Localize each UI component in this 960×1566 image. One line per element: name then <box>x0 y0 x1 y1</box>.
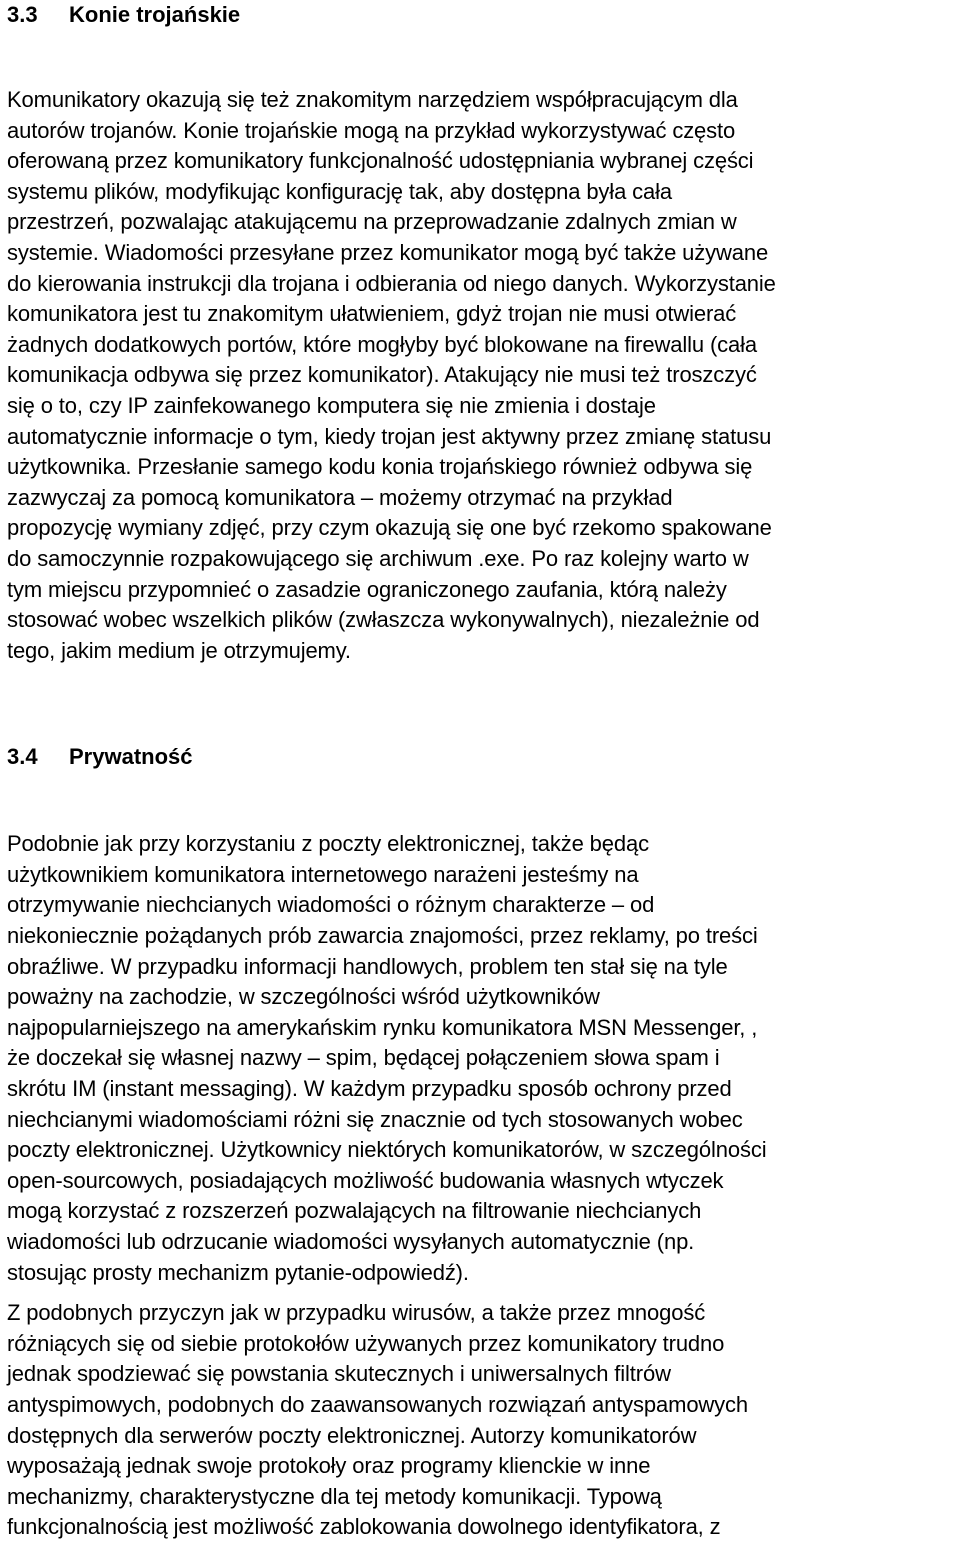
section-heading-trojans <box>7 0 955 30</box>
text-line: komunikatora jest tu znakomitym ułatwieniem, gdyż trojan nie musi otwierać <box>7 301 737 327</box>
text-line: Komunikatory okazują się też znakomitym narzędziem współpracującym dla <box>7 87 738 112</box>
text-line: komunikacja odbywa się przez komunikator). Atakujący nie musi też troszczyć <box>7 362 757 388</box>
privacy-paragraph-1 <box>7 829 955 1288</box>
text-line: jednak spodziewać się powstania skutecznych i uniwersalnych filtrów <box>7 1361 671 1387</box>
text-line: poważny na zachodzie, w szczególności wśród użytkowników <box>7 984 600 1010</box>
text-line: propozycję wymiany zdjęć, przy czym okazują się one być rzekomo spakowane <box>7 515 772 541</box>
text-line: automatycznie informacje o tym, kiedy trojan jest aktywny przez zmianę statusu <box>7 423 772 449</box>
text-line: systemu plików, modyfikując konfigurację tak, aby dostępna była cała <box>7 178 672 204</box>
text-line: poczty elektronicznej. Użytkownicy niektórych komunikatorów, w szczególności <box>7 1137 767 1163</box>
text-line: niechcianymi wiadomościami różni się znacznie od tych stosowanych wobec <box>7 1106 743 1132</box>
text-line: żadnych dodatkowych portów, które mogłyby być blokowane na firewallu (cała <box>7 331 757 357</box>
text-line: użytkownika. Przesłanie samego kodu konia trojańskiego również odbywa się <box>7 454 753 480</box>
text-line: mogą korzystać z rozszerzeń pozwalających na filtrowanie niechcianych <box>7 1198 702 1224</box>
text-line: funkcjonalnością jest możliwość zablokowania dowolnego identyfikatora, z <box>7 1514 721 1540</box>
text-line: open-sourcowych, posiadających możliwość budowania własnych wtyczek <box>7 1167 724 1193</box>
text-line: wiadomości lub odrzucanie wiadomości wysyłanych automatycznie (np. <box>7 1229 695 1254</box>
text-line: skrótu IM (instant messaging). W każdym przypadku sposób ochrony przed <box>7 1076 732 1102</box>
text-line: stosując prosty mechanizm pytanie-odpowiedź). <box>7 1259 469 1285</box>
text-line: użytkownikiem komunikatora internetowego narażeni jesteśmy na <box>7 861 639 887</box>
text-line: stosować wobec wszelkich plików (zwłaszcza wykonywalnych), niezależnie od <box>7 607 760 633</box>
text-line: tego, jakim medium je otrzymujemy. <box>7 637 351 663</box>
text-line: się o to, czy IP zainfekowanego komputera się nie zmienia i dostaje <box>7 392 656 418</box>
section-heading-privacy <box>7 742 955 772</box>
text-line: antyspimowych, podobnych do zaawansowanych rozwiązań antyspamowych <box>7 1391 749 1417</box>
text-line: otrzymywanie niechcianych wiadomości o różnym charakterze – od <box>7 892 655 918</box>
section-number: 3.4 <box>7 744 38 770</box>
text-line: różniących się od siebie protokołów używanych przez komunikatory trudno <box>7 1330 725 1356</box>
text-line: Podobnie jak przy korzystaniu z poczty elektronicznej, także będąc <box>7 831 649 857</box>
text-line: obraźliwe. W przypadku informacji handlowych, problem ten stał się na tyle <box>7 953 728 979</box>
text-line: systemie. Wiadomości przesyłane przez komunikator mogą być także używane <box>7 239 769 265</box>
privacy-paragraph-2 <box>7 1298 955 1543</box>
section-title: Konie trojańskie <box>69 2 241 27</box>
document-page <box>7 0 955 1543</box>
trojans-paragraph <box>7 85 955 666</box>
text-line: zazwyczaj za pomocą komunikatora – możemy otrzymać na przykład <box>7 484 673 510</box>
text-line: tym miejscu przypomnieć o zasadzie ograniczonego zaufania, którą należy <box>7 576 727 602</box>
text-line: Z podobnych przyczyn jak w przypadku wirusów, a także przez mnogość <box>7 1300 706 1326</box>
text-line: że doczekał się własnej nazwy – spim, będącej połączeniem słowa spam i <box>7 1045 720 1071</box>
text-line: najpopularniejszego na amerykańskim rynku komunikatora MSN Messenger, , <box>7 1014 758 1040</box>
text-line: mechanizmy, charakterystyczne dla tej metody komunikacji. Typową <box>7 1483 662 1509</box>
text-line: przestrzeń, pozwalając atakującemu na przeprowadzanie zdalnych zmian w <box>7 209 737 235</box>
text-line: oferowaną przez komunikatory funkcjonalność udostępniania wybranej części <box>7 148 754 174</box>
text-line: do kierowania instrukcji dla trojana i odbierania od niego danych. Wykorzystanie <box>7 270 776 296</box>
text-line: autorów trojanów. Konie trojańskie mogą na przykład wykorzystywać często <box>7 117 736 143</box>
section-number: 3.3 <box>7 2 38 27</box>
section-title: Prywatność <box>69 744 193 770</box>
text-line: do samoczynnie rozpakowującego się archiwum .exe. Po raz kolejny warto w <box>7 545 749 571</box>
text-line: wyposażają jednak swoje protokoły oraz programy klienckie w inne <box>7 1453 651 1479</box>
text-line: dostępnych dla serwerów poczty elektronicznej. Autorzy komunikatorów <box>7 1422 697 1448</box>
text-line: niekoniecznie pożądanych prób zawarcia znajomości, przez reklamy, po treści <box>7 923 758 949</box>
